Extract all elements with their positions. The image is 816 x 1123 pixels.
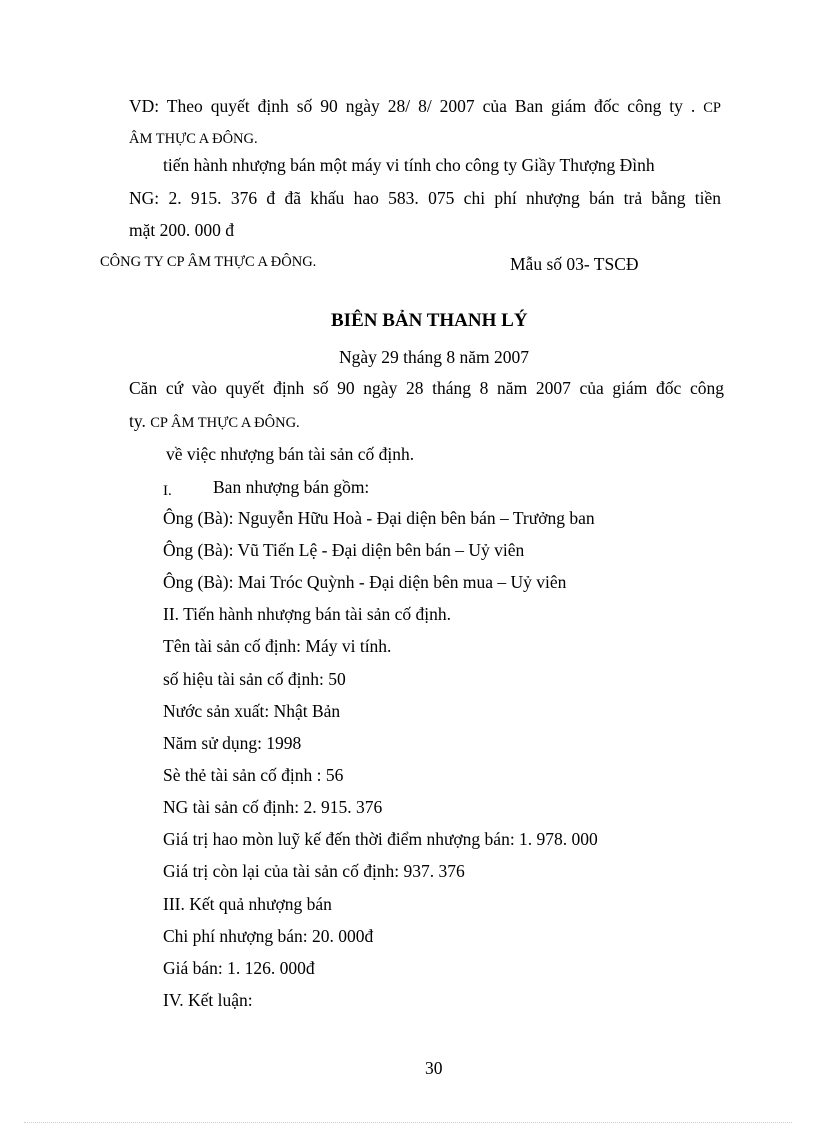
section-3-heading: III. Kết quả nhượng bán bbox=[163, 894, 332, 914]
asset-remaining-value: Giá trị còn lại của tài sản cố định: 937. 376 bbox=[163, 861, 465, 881]
asset-year: Năm sử dụng: 1998 bbox=[163, 733, 302, 753]
page-number: 30 bbox=[425, 1058, 443, 1078]
document-date: Ngày 29 tháng 8 năm 2007 bbox=[339, 347, 530, 367]
asset-original-cost: NG tài sản cố định: 2. 915. 376 bbox=[163, 797, 383, 817]
intro-line-1-text: VD: Theo quyết định số 90 ngày 28/ 8/ 2007 của Ban giám đốc công ty . bbox=[129, 96, 696, 116]
section-2-heading: II. Tiến hành nhượng bán tài sản cố định. bbox=[163, 604, 452, 624]
section-4-heading: IV. Kết luận: bbox=[163, 990, 253, 1010]
intro-line-2: ÂM THỰC A ĐÔNG. bbox=[129, 131, 258, 147]
form-number: Mẫu số 03- TSCĐ bbox=[510, 254, 639, 274]
intro-line-4: NG: 2. 915. 376 đ đã khấu hao 583. 075 chi phí nhượng bán trả bằng tiền bbox=[129, 188, 721, 208]
basis-about: về việc nhượng bán tài sản cố định. bbox=[166, 444, 415, 464]
asset-card-number: Sè thẻ tài sản cố định : 56 bbox=[163, 765, 344, 785]
section-1-heading: Ban nhượng bán gồm: bbox=[213, 477, 370, 497]
intro-line-1 bbox=[129, 95, 721, 119]
company-name: CÔNG TY CP ÂM THỰC A ĐÔNG. bbox=[100, 254, 317, 270]
document-title: BIÊN BẢN THANH LÝ bbox=[331, 310, 528, 331]
asset-number: số hiệu tài sản cố định: 50 bbox=[163, 669, 346, 689]
member-line-2: Ông (Bà): Vũ Tiến Lệ - Đại diện bên bán – Uỷ viên bbox=[163, 540, 525, 560]
asset-depreciation: Giá trị hao mòn luỹ kế đến thời điểm nhượng bán: 1. 978. 000 bbox=[163, 829, 598, 849]
intro-line-3: tiến hành nhượng bán một máy vi tính cho công ty Giầy Thượng Đình bbox=[163, 155, 655, 175]
member-line-1: Ông (Bà): Nguyễn Hữu Hoà - Đại diện bên bán – Trưởng ban bbox=[163, 508, 595, 528]
basis-line-2-caps: CP ÂM THỰC A ĐÔNG. bbox=[150, 415, 300, 431]
basis-line-1: Căn cứ vào quyết định số 90 ngày 28 tháng 8 năm 2007 của giám đốc công bbox=[129, 378, 724, 398]
basis-line-2 bbox=[129, 410, 300, 434]
sale-price: Giá bán: 1. 126. 000đ bbox=[163, 958, 315, 978]
sale-cost: Chi phí nhượng bán: 20. 000đ bbox=[163, 926, 374, 946]
basis-line-2-prefix: ty. bbox=[129, 411, 146, 431]
asset-name: Tên tài sản cố định: Máy vi tính. bbox=[163, 636, 392, 656]
intro-line-5: mặt 200. 000 đ bbox=[129, 220, 234, 240]
asset-country: Nước sản xuất: Nhật Bản bbox=[163, 701, 341, 721]
section-1-numeral: I. bbox=[163, 483, 172, 499]
member-line-3: Ông (Bà): Mai Tróc Quỳnh - Đại diện bên mua – Uỷ viên bbox=[163, 572, 567, 592]
intro-line-1-caps: CP bbox=[703, 100, 721, 116]
